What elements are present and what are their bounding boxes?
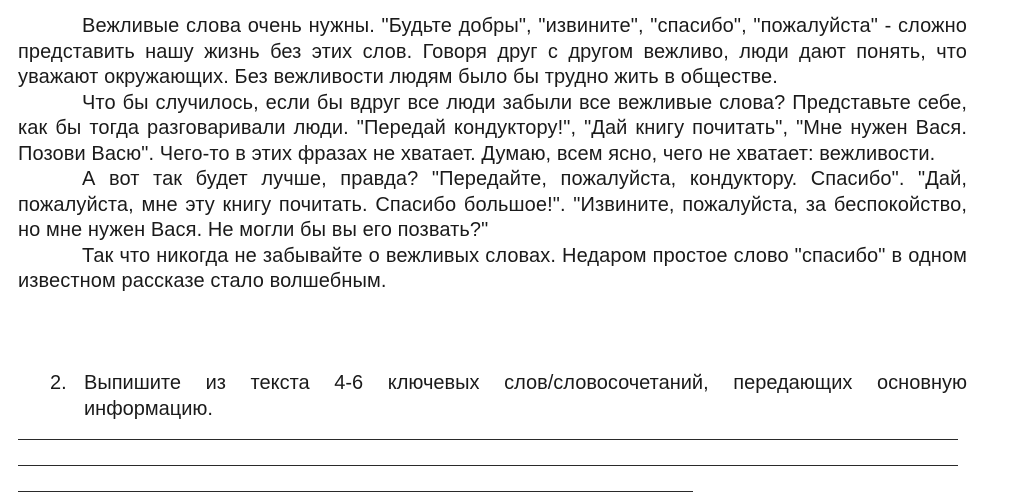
text-body	[18, 14, 967, 295]
paragraph-3: А вот так будет лучше, правда? "Передайте, пожалуйста, кондуктору. Спасибо". "Дай, пожалуйста, мне эту книгу почитать. Спасибо большое!". "Извините, пожалуйста, за беспокойство, но мне нужен Вася. Не могли бы вы его позвать?"	[18, 168, 967, 241]
answer-line-2	[18, 465, 958, 466]
paragraph-1: Вежливые слова очень нужны. "Будьте добры", "извините", "спасибо", "пожалуйста" - сложно представить нашу жизнь без этих слов. Говоря друг с другом вежливо, люди дают понять, что уважают окружающих. Без вежливости людям было бы трудно жить в обществе.	[18, 15, 967, 88]
task-text: Выпишите из текста 4-6 ключевых слов/словосочетаний, передающих основную информацию.	[84, 372, 967, 420]
answer-line-3	[18, 491, 693, 492]
paragraph-2: Что бы случилось, если бы вдруг все люди забыли все вежливые слова? Представьте себе, как бы тогда разговаривали люди. "Передай кондуктору!", "Дай книгу почитать", "Мне нужен Вася. Позови Васю". Чего-то в этих фразах не хватает. Думаю, всем ясно, чего не хватает: вежливости.	[18, 91, 967, 165]
task-item	[50, 371, 967, 422]
task-number: 2.	[50, 372, 67, 394]
paragraph-4: Так что никогда не забывайте о вежливых словах. Недаром простое слово "спасибо" в одном известном рассказе стало волшебным.	[18, 244, 967, 292]
answer-line-1	[18, 439, 958, 440]
